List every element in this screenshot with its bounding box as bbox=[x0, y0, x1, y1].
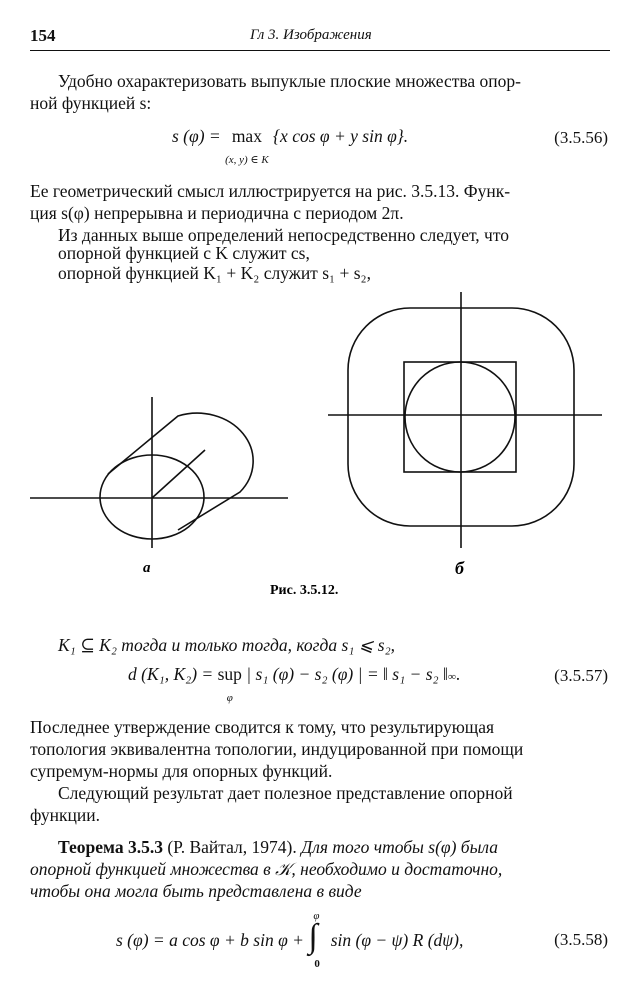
running-header bbox=[30, 24, 610, 51]
para4-line2: топология эквивалентна топологии, индуцированной при помощи bbox=[30, 739, 524, 759]
figure-a-drawing bbox=[30, 397, 288, 548]
para3-line2: опорной функцией с K служит cs, bbox=[58, 243, 310, 263]
eq56-number: (3.5.56) bbox=[554, 128, 608, 147]
page-number: 154 bbox=[30, 26, 56, 45]
equation-3-5-57 bbox=[128, 664, 460, 706]
figure-caption: Рис. 3.5.12. bbox=[270, 583, 339, 598]
figure-b-drawing bbox=[328, 292, 602, 548]
figure-3-5-12 bbox=[0, 280, 640, 620]
relation-line: K₁ ⊆ K₂ тогда и только тогда, когда s₁ ⩽ s₂, bbox=[58, 635, 396, 655]
theorem-line2: опорной функцией множества в 𝒦, необходимо и достаточно, bbox=[30, 859, 503, 879]
fig-b-circle bbox=[405, 362, 515, 472]
para4-line1: Последнее утверждение сводится к тому, что результирующая bbox=[30, 717, 495, 737]
fig-a-diagonal bbox=[152, 450, 205, 498]
theorem-line1-rest: Для того чтобы s(φ) была bbox=[301, 837, 499, 857]
eq58-int-lower: 0 bbox=[314, 958, 320, 970]
para1-line1: Удобно охарактеризовать выпуклые плоские множества опор- bbox=[58, 71, 521, 91]
eq57-rhs: | s₁ (φ) − s₂ (φ) | = ‖ s₁ − s₂ ‖ bbox=[246, 664, 448, 684]
eq58-number: (3.5.58) bbox=[554, 930, 608, 949]
para1-line2: ной функцией s: bbox=[30, 93, 152, 113]
eq56-op-sub: (x, y) ∈ K bbox=[225, 154, 269, 166]
eq57-op-sub: φ bbox=[226, 692, 233, 704]
eq57-operator bbox=[218, 664, 242, 706]
eq57-number: (3.5.57) bbox=[554, 666, 608, 685]
para2-line2: ция s(φ) непрерывна и периодична с периодом 2π. bbox=[30, 203, 404, 223]
theorem-line1 bbox=[58, 836, 498, 858]
integral-sign: ∫ bbox=[308, 918, 318, 955]
figure-label-b: б bbox=[455, 558, 464, 578]
equation-3-5-58 bbox=[116, 910, 464, 976]
equation-3-5-56 bbox=[172, 126, 408, 168]
eq58-int-upper: φ bbox=[313, 910, 320, 922]
para5-line2: функции. bbox=[30, 805, 100, 825]
eq58-rhs: sin (φ − ψ) R (dψ), bbox=[330, 930, 464, 950]
eq57-lhs: d (K₁, K₂) = bbox=[128, 664, 218, 684]
eq58-integral bbox=[308, 910, 326, 972]
para3-line1: Из данных выше определений непосредственно следует, что bbox=[58, 225, 510, 245]
eq56-lhs: s (φ) = bbox=[172, 126, 226, 146]
para4-line3: супремум-нормы для опорных функций. bbox=[30, 761, 333, 781]
eq57-rhs-sub: ∞ bbox=[447, 671, 456, 683]
eq57-op: sup bbox=[217, 664, 242, 684]
eq57-rhs-end: . bbox=[455, 664, 461, 684]
theorem-attribution: (Р. Вайтал, 1974). bbox=[162, 837, 302, 857]
para5-line1: Следующий результат дает полезное представление опорной bbox=[58, 783, 513, 803]
eq56-op: max bbox=[231, 126, 262, 146]
eq58-lhs: s (φ) = a cos φ + b sin φ + bbox=[116, 930, 309, 950]
para3-line3: опорной функцией K₁ + K₂ служит s₁ + s₂, bbox=[58, 263, 372, 283]
theorem-line3: чтобы она могла быть представлена в виде bbox=[30, 881, 362, 901]
eq56-operator bbox=[225, 126, 269, 168]
para2-line1: Ее геометрический смысл иллюстрируется на рис. 3.5.13. Функ- bbox=[30, 181, 511, 201]
running-title: Гл 3. Изображения bbox=[250, 27, 372, 43]
theorem-title: Теорема 3.5.3 bbox=[58, 837, 163, 857]
eq56-rhs: {x cos φ + y sin φ}. bbox=[273, 126, 409, 146]
figure-label-a: а bbox=[143, 560, 151, 576]
